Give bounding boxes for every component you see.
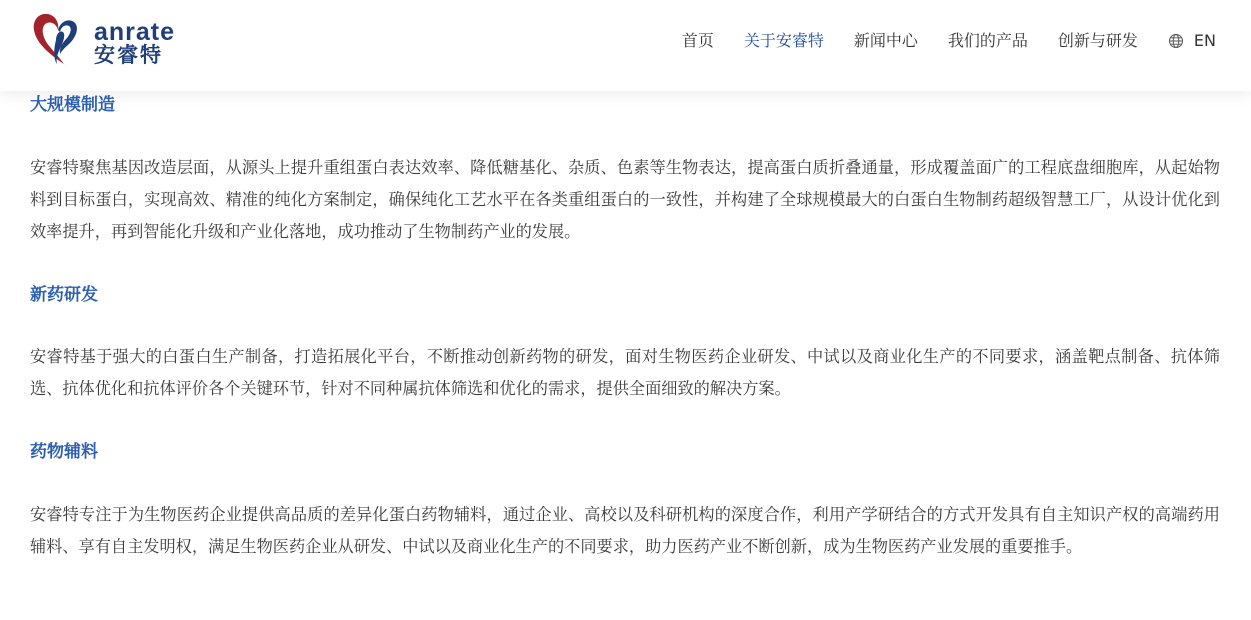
section-title-drug-rd: 新药研发 <box>30 285 98 305</box>
globe-icon <box>1168 33 1184 49</box>
nav-item-home[interactable]: 首页 <box>681 31 714 50</box>
logo-text-en: anrate <box>94 18 176 46</box>
site-header <box>0 0 1251 91</box>
language-switch[interactable] <box>1168 28 1216 54</box>
section-body-excipients: 安睿特专注于为生物医药企业提供高品质的差异化蛋白药物辅料，通过企业、高校以及科研机构的深度合作，利用产学研结合的方式开发具有自主知识产权的高端药用辅料、享有自主发明权，满足生物医药企业从研发、中试以及商业化生产的不同要求，助力医药产业不断创新，成为生物医药产业发展的重要推手。 <box>30 505 1220 556</box>
nav-item-innovation[interactable]: 创新与研发 <box>1057 31 1138 50</box>
nav-item-news[interactable]: 新闻中心 <box>853 31 918 50</box>
section-title-manufacturing: 大规模制造 <box>30 95 115 115</box>
main-nav <box>652 28 1216 54</box>
section-body-manufacturing: 安睿特聚焦基因改造层面，从源头上提升重组蛋白表达效率、降低糖基化、杂质、色素等生物表达，提高蛋白质折叠通量，形成覆盖面广的工程底盘细胞库，从起始物料到目标蛋白，实现高效、精准的纯化方案制定，确保纯化工艺水平在各类重组蛋白的一致性，并构建了全球规模最大的白蛋白生物制药超级智慧工厂，从设计优化到效率提升，再到智能化升级和产业化落地，成功推动了生物制药产业的发展。 <box>30 158 1220 241</box>
language-label: EN <box>1193 31 1216 50</box>
logo[interactable] <box>30 10 180 74</box>
nav-item-products[interactable]: 我们的产品 <box>947 31 1028 50</box>
section-title-excipients: 药物辅料 <box>30 442 98 462</box>
heart-logo-icon <box>30 10 92 74</box>
nav-item-about[interactable]: 关于安睿特 <box>743 31 824 50</box>
section-body-drug-rd: 安睿特基于强大的白蛋白生产制备，打造拓展化平台，不断推动创新药物的研发，面对生物医药企业研发、中试以及商业化生产的不同要求，涵盖靶点制备、抗体筛选、抗体优化和抗体评价各个关键环节，针对不同种属抗体筛选和优化的需求，提供全面细致的解决方案。 <box>30 347 1220 398</box>
logo-text-cn: 安睿特 <box>94 43 163 67</box>
